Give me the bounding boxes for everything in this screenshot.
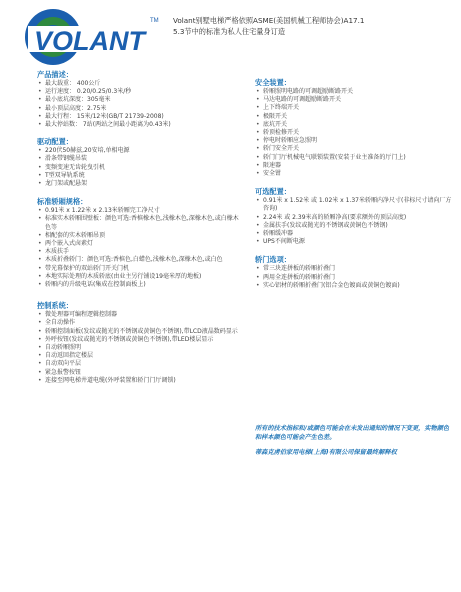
list-item: • 紧急报警按钮 xyxy=(37,369,242,377)
left-column xyxy=(37,70,242,385)
list-item: • 最小顶层高度：2.75米 xyxy=(37,105,242,113)
list-item: • 停电时轿厢应急照明 xyxy=(255,137,455,145)
list-item: • 全自动操作 xyxy=(37,319,242,327)
list-item: • 最小底坑深度：305毫米 xyxy=(37,96,242,104)
list-item: • 自动双向平层 xyxy=(37,360,242,368)
section xyxy=(255,255,455,290)
header-line-2: 5.3节中的标准为私人住宅量身订造 xyxy=(173,27,286,36)
list-item: • 底坑开关 xyxy=(255,121,455,129)
list-item: • 220伏50赫兹,20安培,单相电源 xyxy=(37,147,242,155)
list-item: • 最大行程： 15米/12米(GB/T 21739-2008) xyxy=(37,113,242,121)
section xyxy=(255,78,455,178)
list-item: • 常三块连拼板的轿厢折叠门 xyxy=(255,265,455,273)
list-item: • 轿门门厅机械电气联锁装置(安装于业主准备的厅门上) xyxy=(255,154,455,162)
section-title: 产品描述： xyxy=(37,70,73,79)
section-title: 控制系统： xyxy=(37,301,73,311)
list-item: • 最大停站数： 7站(两站之间最小距离为0.43米) xyxy=(37,121,242,129)
section xyxy=(37,197,242,289)
list-item: • T型双导轨系统 xyxy=(37,172,242,180)
list-item: • 轿厢照明电路的可调超励断路开关 xyxy=(255,88,455,96)
list-item: • 两个嵌入式卤素灯 xyxy=(37,240,242,248)
section-title: 标准轿厢规格： xyxy=(37,197,88,207)
brand-trademark: TM xyxy=(150,18,159,24)
list-item: • 限速器 xyxy=(255,162,455,170)
list-item: • 两用全连拼板的轿厢折叠门 xyxy=(255,274,455,282)
list-item: • 木质折叠轿门：颜色可选:香槟色,白蜡色,浅橡木色,深橡木色,或白色 xyxy=(37,256,242,264)
list-item: • 0.91米 x 1.52米 或 1.02米 x 1.37米轿厢内净尺寸(非标尺寸请向厂方咨询) xyxy=(255,197,455,213)
brand-wordmark: VOLANT xyxy=(34,26,145,56)
list-item: • 连接至网电梯井道电缆(外呼装置和轿门门厅调锁) xyxy=(37,377,242,385)
section-title: 驱动配置： xyxy=(37,137,73,147)
list-item: • 外呼按钮(发纹或抛光的不锈钢或黄铜色不锈钢),带LED楼层显示 xyxy=(37,336,242,344)
list-item: • 滑条带钢缆吊装 xyxy=(37,155,242,163)
bullet-list xyxy=(37,80,242,129)
list-item: • 轿厢内的升级电话(集成在控制面板上) xyxy=(37,281,242,289)
list-item: • 金属扶手(发纹或抛光的不锈钢或黄铜色不锈钢) xyxy=(255,222,455,230)
bullet-list xyxy=(37,207,242,289)
list-item: • 木质扶手 xyxy=(37,248,242,256)
bullet-list xyxy=(255,197,455,246)
list-item: • 变频变速无齿轮曳引机 xyxy=(37,164,242,172)
list-item: • 龙门架或配悬架 xyxy=(37,180,242,188)
list-item: • UPS不间断电源 xyxy=(255,238,455,246)
list-item: • 轿顶检修开关 xyxy=(255,129,455,137)
bullet-list xyxy=(37,311,242,385)
list-item: • 标准实木轿厢围壁板：颜色可选:香槟橡木色,浅橡木色,深橡木色,或白橡木色等 xyxy=(37,215,242,231)
bullet-list xyxy=(37,147,242,188)
list-item: • 轿门安全开关 xyxy=(255,145,455,153)
list-item: • 上下终端开关 xyxy=(255,104,455,112)
list-item: • 最大载重： 400公斤 xyxy=(37,80,242,88)
volant-logo xyxy=(20,8,170,66)
header-line-1: Volant别墅电梯严格依照ASME(美国机械工程师协会)A17.1 xyxy=(173,16,365,25)
list-item: • 自动返回指定楼层 xyxy=(37,352,242,360)
list-item: • 轿厢缓冲器 xyxy=(255,230,455,238)
section-title: 安全装置： xyxy=(255,78,291,87)
section-title: 轿门选项： xyxy=(255,255,291,265)
section xyxy=(37,301,242,385)
list-item: • 运行速度： 0.20/0.25/0.3米/秒 xyxy=(37,88,242,96)
disclaimer-note: 所有的技术指标和/或颜色可能会在未发出通知的情况下变更，实物颜色和样本颜色可能会产生色差。 xyxy=(255,425,450,441)
list-item: • 0.91米 x 1.22米 x 2.13米轿厢完工净尺寸 xyxy=(37,207,242,215)
list-item: • 2.24米 或 2.39米高的轿厢净高(要求额外的顶层高度) xyxy=(255,214,455,222)
list-item: • 轿厢控制面板(发纹或抛光的不锈钢或黄铜色不锈钢),带LCD液晶数码显示 xyxy=(37,328,242,336)
list-item: • 本地实际处理的木质轿底(由业主另行铺设19毫米厚的地板) xyxy=(37,273,242,281)
list-item: • 自动轿厢照明 xyxy=(37,344,242,352)
section xyxy=(37,70,242,129)
copyright-note: 蒂森克虏伯家用电梯(上海)有限公司保留最终解释权 xyxy=(255,449,397,456)
bullet-list xyxy=(255,265,455,290)
list-item: • 相配套的实木轿厢吊顶 xyxy=(37,232,242,240)
list-item: • 微处理器可编程逻辑控制器 xyxy=(37,311,242,319)
right-column xyxy=(255,78,455,290)
list-item: • 安全钳 xyxy=(255,170,455,178)
list-item: • 实心铝材的轿厢折叠门(铝合金色镀面或黄铜色镀面) xyxy=(255,282,455,290)
bullet-list xyxy=(255,88,455,178)
section xyxy=(37,137,242,188)
section-title: 可选配置： xyxy=(255,187,291,197)
section xyxy=(255,187,455,246)
list-item: • 带光幕保护的双站轿门开关门机 xyxy=(37,265,242,273)
list-item: • 极限开关 xyxy=(255,113,455,121)
list-item: • 马达电路的可调超励断路开关 xyxy=(255,96,455,104)
header-text xyxy=(173,15,453,37)
